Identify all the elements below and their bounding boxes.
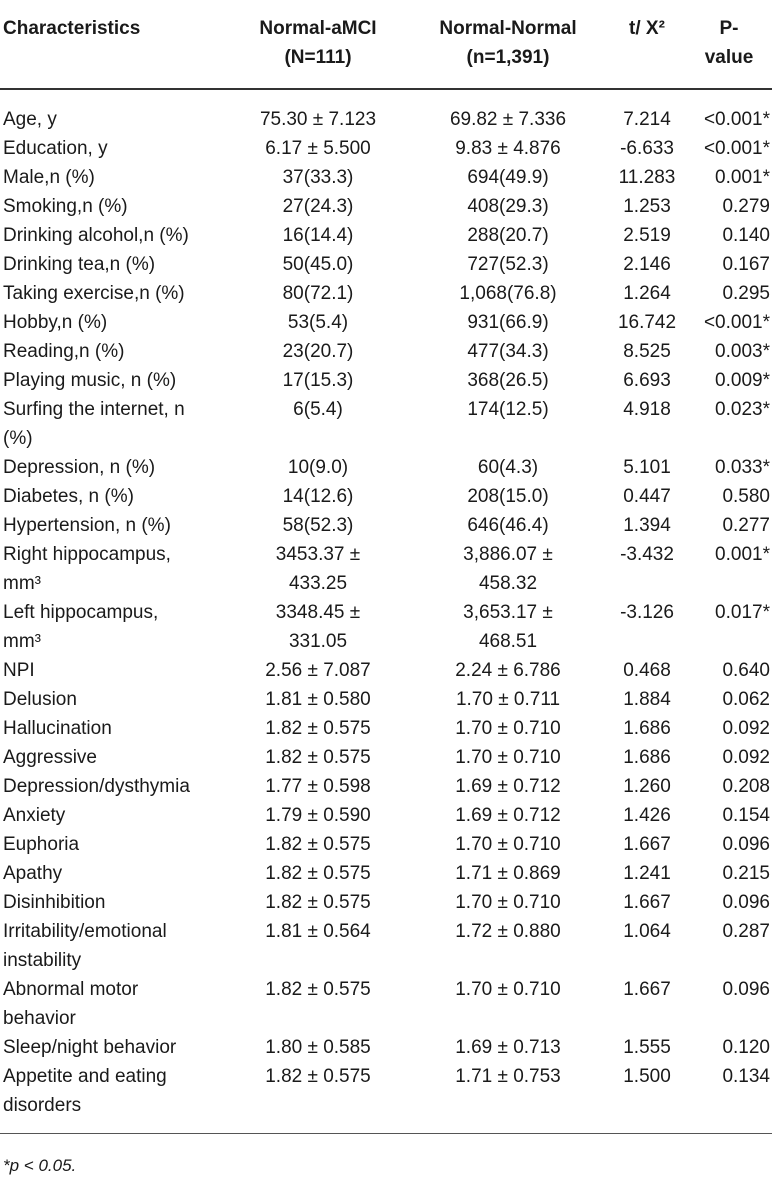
cell-normal-amci: 1.82 ± 0.575 [265, 747, 371, 768]
cell-characteristic: NPI [3, 660, 35, 681]
table-row [0, 482, 772, 511]
cell-test-statistic: 1.555 [623, 1037, 671, 1058]
cell-test-statistic: 0.447 [623, 486, 671, 507]
cell-normal-normal: 1,068(76.8) [459, 283, 557, 304]
cell-p-value: 0.208 [722, 776, 770, 797]
cell-normal-normal: 1.71 ± 0.869 [455, 863, 561, 884]
cell-normal-amci: 58(52.3) [282, 515, 354, 536]
table-row [0, 714, 772, 743]
cell-normal-amci: 3453.37 ± 433.25 [275, 544, 361, 594]
cell-test-statistic: 1.686 [623, 747, 671, 768]
table-row [0, 801, 772, 830]
table-row [0, 743, 772, 772]
cell-normal-amci: 1.82 ± 0.575 [265, 1066, 371, 1087]
cell-test-statistic: 1.064 [623, 921, 671, 942]
cell-test-statistic: 1.500 [623, 1066, 671, 1087]
cell-normal-amci: 1.82 ± 0.575 [265, 892, 371, 913]
table-row [0, 221, 772, 250]
cell-characteristic: Depression, n (%) [3, 457, 156, 478]
cell-characteristic: Anxiety [3, 805, 66, 826]
cell-normal-normal: 1.69 ± 0.713 [455, 1037, 561, 1058]
table-row [0, 453, 772, 482]
cell-test-statistic: 11.283 [618, 167, 676, 188]
cell-p-value: 0.640 [722, 660, 770, 681]
cell-normal-amci: 1.77 ± 0.598 [265, 776, 371, 797]
cell-normal-normal: 1.72 ± 0.880 [455, 921, 561, 942]
cell-normal-normal: 931(66.9) [467, 312, 549, 333]
cell-characteristic: Appetite and eating disorders [3, 1066, 167, 1116]
cell-normal-normal: 288(20.7) [467, 225, 549, 246]
cell-test-statistic: 1.667 [623, 834, 671, 855]
cell-characteristic: Irritability/emotional instability [3, 921, 167, 971]
cell-characteristic: Right hippocampus, mm³ [3, 544, 171, 594]
cell-p-value: 0.134 [722, 1066, 770, 1087]
cell-characteristic: Euphoria [3, 834, 80, 855]
cell-normal-normal: 694(49.9) [467, 167, 549, 188]
header-characteristics: Characteristics [3, 18, 141, 39]
table-row [0, 366, 772, 395]
cell-normal-amci: 6(5.4) [293, 399, 343, 420]
cell-characteristic: Taking exercise,n (%) [3, 283, 185, 304]
cell-normal-normal: 1.70 ± 0.710 [455, 718, 561, 739]
cell-normal-amci: 1.80 ± 0.585 [265, 1037, 371, 1058]
cell-p-value: 0.287 [722, 921, 770, 942]
cell-p-value: 0.003* [715, 341, 770, 362]
cell-normal-normal: 368(26.5) [467, 370, 549, 391]
cell-characteristic: Sleep/night behavior [3, 1037, 177, 1058]
cell-p-value: 0.120 [722, 1037, 770, 1058]
cell-p-value: 0.023* [715, 399, 770, 420]
cell-p-value: <0.001* [703, 109, 770, 130]
cell-test-statistic: 16.742 [617, 312, 677, 333]
table-row [0, 511, 772, 540]
cell-normal-amci: 2.56 ± 7.087 [265, 660, 371, 681]
header-normal-amci: Normal-aMCI (N=111) [259, 18, 377, 68]
cell-test-statistic: 5.101 [623, 457, 671, 478]
cell-normal-normal: 1.69 ± 0.712 [455, 805, 561, 826]
table-row [0, 685, 772, 714]
cell-normal-amci: 1.81 ± 0.580 [265, 689, 371, 710]
table-row [0, 772, 772, 801]
cell-characteristic: Surfing the internet, n (%) [3, 399, 185, 449]
cell-test-statistic: 2.519 [623, 225, 671, 246]
cell-test-statistic: 1.241 [623, 863, 671, 884]
cell-characteristic: Reading,n (%) [3, 341, 125, 362]
table-row [0, 975, 772, 1033]
cell-normal-normal: 1.69 ± 0.712 [455, 776, 561, 797]
cell-characteristic: Aggressive [3, 747, 97, 768]
cell-characteristic: Hobby,n (%) [3, 312, 108, 333]
cell-normal-normal: 1.70 ± 0.710 [455, 979, 561, 1000]
table-row [0, 656, 772, 685]
cell-normal-amci: 1.81 ± 0.564 [265, 921, 371, 942]
header-p-value: P- value [704, 18, 754, 68]
cell-test-statistic: 8.525 [623, 341, 671, 362]
cell-normal-normal: 208(15.0) [467, 486, 549, 507]
cell-characteristic: Disinhibition [3, 892, 106, 913]
cell-test-statistic: -3.432 [620, 544, 674, 565]
cell-normal-amci: 1.82 ± 0.575 [265, 863, 371, 884]
cell-normal-normal: 477(34.3) [467, 341, 549, 362]
table-row [0, 337, 772, 366]
table-row [0, 163, 772, 192]
cell-characteristic: Diabetes, n (%) [3, 486, 134, 507]
header-row [0, 0, 772, 89]
cell-test-statistic: 1.260 [623, 776, 671, 797]
table-row [0, 598, 772, 656]
cell-normal-amci: 14(12.6) [282, 486, 354, 507]
cell-normal-amci: 1.82 ± 0.575 [265, 718, 371, 739]
cell-p-value: 0.295 [722, 283, 770, 304]
cell-test-statistic: 1.264 [623, 283, 671, 304]
cell-test-statistic: -3.126 [620, 602, 674, 623]
table-row [0, 859, 772, 888]
table-row [0, 134, 772, 163]
cell-test-statistic: 1.394 [623, 515, 671, 536]
cell-characteristic: Delusion [3, 689, 77, 710]
cell-normal-normal: 727(52.3) [467, 254, 549, 275]
table-row [0, 1033, 772, 1062]
cell-p-value: 0.096 [722, 979, 770, 1000]
cell-test-statistic: 1.667 [623, 892, 671, 913]
cell-test-statistic: 6.693 [623, 370, 671, 391]
cell-test-statistic: 1.686 [623, 718, 671, 739]
cell-characteristic: Male,n (%) [3, 167, 95, 188]
cell-characteristic: Drinking alcohol,n (%) [3, 225, 189, 246]
table-row [0, 250, 772, 279]
table-row [0, 89, 772, 134]
cell-test-statistic: 0.468 [623, 660, 671, 681]
cell-normal-amci: 50(45.0) [282, 254, 354, 275]
table-body [0, 89, 772, 1134]
cell-characteristic: Drinking tea,n (%) [3, 254, 156, 275]
cell-p-value: <0.001* [703, 312, 770, 333]
cell-characteristic: Hallucination [3, 718, 112, 739]
cell-normal-amci: 80(72.1) [282, 283, 354, 304]
cell-normal-normal: 1.70 ± 0.710 [455, 892, 561, 913]
cell-characteristic: Hypertension, n (%) [3, 515, 171, 536]
cell-normal-normal: 1.71 ± 0.753 [455, 1066, 561, 1087]
cell-p-value: 0.279 [722, 196, 770, 217]
cell-p-value: 0.033* [715, 457, 770, 478]
table-row [0, 395, 772, 453]
cell-normal-normal: 69.82 ± 7.336 [449, 109, 567, 130]
cell-test-statistic: 1.426 [623, 805, 671, 826]
cell-normal-amci: 6.17 ± 5.500 [265, 138, 371, 159]
cell-normal-normal: 3,653.17 ± 468.51 [463, 602, 553, 652]
cell-p-value: 0.580 [722, 486, 770, 507]
cell-p-value: <0.001* [703, 138, 770, 159]
cell-p-value: 0.154 [722, 805, 770, 826]
table-row [0, 308, 772, 337]
cell-normal-normal: 1.70 ± 0.711 [455, 689, 561, 710]
cell-normal-amci: 3348.45 ± 331.05 [275, 602, 361, 652]
cell-normal-amci: 23(20.7) [282, 341, 354, 362]
cell-characteristic: Left hippocampus, mm³ [3, 602, 159, 652]
cell-characteristic: Depression/dysthymia [3, 776, 190, 797]
table-row [0, 830, 772, 859]
cell-normal-amci: 75.30 ± 7.123 [259, 109, 377, 130]
cell-p-value: 0.277 [722, 515, 770, 536]
cell-normal-normal: 9.83 ± 4.876 [455, 138, 561, 159]
cell-normal-amci: 1.82 ± 0.575 [265, 834, 371, 855]
cell-p-value: 0.092 [722, 747, 770, 768]
cell-p-value: 0.001* [715, 167, 770, 188]
table-row [0, 279, 772, 308]
cell-normal-normal: 174(12.5) [467, 399, 549, 420]
header-test-statistic: t/ X² [629, 18, 665, 39]
table-footnote: *p < 0.05. [3, 1156, 77, 1175]
cell-test-statistic: 2.146 [623, 254, 671, 275]
table-row [0, 888, 772, 917]
cell-test-statistic: 1.884 [623, 689, 671, 710]
cell-normal-amci: 27(24.3) [282, 196, 354, 217]
cell-p-value: 0.009* [715, 370, 770, 391]
cell-normal-normal: 646(46.4) [467, 515, 549, 536]
cell-normal-amci: 1.79 ± 0.590 [265, 805, 371, 826]
cell-normal-amci: 53(5.4) [287, 312, 349, 333]
cell-p-value: 0.215 [722, 863, 770, 884]
cell-test-statistic: 1.253 [623, 196, 671, 217]
cell-normal-amci: 37(33.3) [282, 167, 354, 188]
cell-p-value: 0.001* [715, 544, 770, 565]
cell-characteristic: Abnormal motor behavior [3, 979, 139, 1029]
cell-p-value: 0.096 [722, 892, 770, 913]
cell-p-value: 0.167 [722, 254, 770, 275]
cell-normal-normal: 1.70 ± 0.710 [455, 747, 561, 768]
cell-normal-amci: 1.82 ± 0.575 [265, 979, 371, 1000]
cell-test-statistic: -6.633 [620, 138, 674, 159]
cell-p-value: 0.140 [722, 225, 770, 246]
cell-normal-normal: 1.70 ± 0.710 [455, 834, 561, 855]
cell-test-statistic: 1.667 [623, 979, 671, 1000]
cell-characteristic: Education, y [3, 138, 108, 159]
cell-normal-amci: 10(9.0) [287, 457, 349, 478]
cell-p-value: 0.062 [722, 689, 770, 710]
cell-normal-normal: 408(29.3) [467, 196, 549, 217]
cell-normal-amci: 17(15.3) [282, 370, 354, 391]
table-row [0, 192, 772, 221]
cell-characteristic: Age, y [3, 109, 57, 130]
cell-characteristic: Playing music, n (%) [3, 370, 177, 391]
table-row [0, 1062, 772, 1134]
cell-characteristic: Smoking,n (%) [3, 196, 128, 217]
header-normal-normal: Normal-Normal (n=1,391) [439, 18, 577, 68]
cell-p-value: 0.092 [722, 718, 770, 739]
table-header [0, 0, 772, 89]
table-row [0, 540, 772, 598]
cell-normal-normal: 60(4.3) [477, 457, 539, 478]
cell-p-value: 0.017* [715, 602, 770, 623]
cell-normal-normal: 3,886.07 ± 458.32 [463, 544, 553, 594]
cell-normal-amci: 16(14.4) [282, 225, 354, 246]
cell-characteristic: Apathy [3, 863, 63, 884]
cell-normal-normal: 2.24 ± 6.786 [455, 660, 561, 681]
cell-p-value: 0.096 [722, 834, 770, 855]
table-row [0, 917, 772, 975]
cell-test-statistic: 7.214 [623, 109, 671, 130]
cell-test-statistic: 4.918 [623, 399, 671, 420]
